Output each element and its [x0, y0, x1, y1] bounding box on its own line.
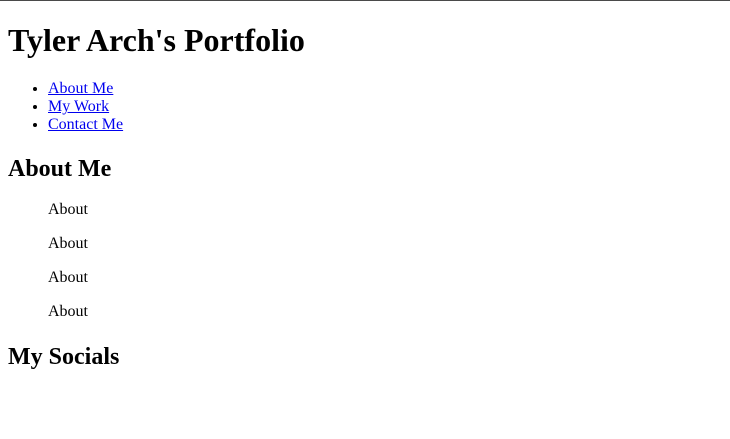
- about-paragraph: About: [48, 303, 88, 320]
- socials-heading: My Socials: [8, 344, 120, 370]
- nav-list: [8, 80, 123, 134]
- nav-link-my-work[interactable]: My Work: [48, 98, 110, 115]
- page-title: Tyler Arch's Portfolio: [8, 22, 305, 58]
- nav-link-contact-me[interactable]: Contact Me: [48, 116, 124, 133]
- nav-link-about-me[interactable]: About Me: [48, 80, 114, 97]
- about-heading: About Me: [8, 156, 112, 182]
- about-paragraph: About: [48, 235, 88, 252]
- nav-item-contact: [48, 116, 123, 134]
- about-content: [48, 201, 88, 337]
- nav-item-work: [48, 98, 123, 116]
- about-paragraph: About: [48, 269, 88, 286]
- about-paragraph: About: [48, 201, 88, 218]
- nav-item-about: [48, 80, 123, 98]
